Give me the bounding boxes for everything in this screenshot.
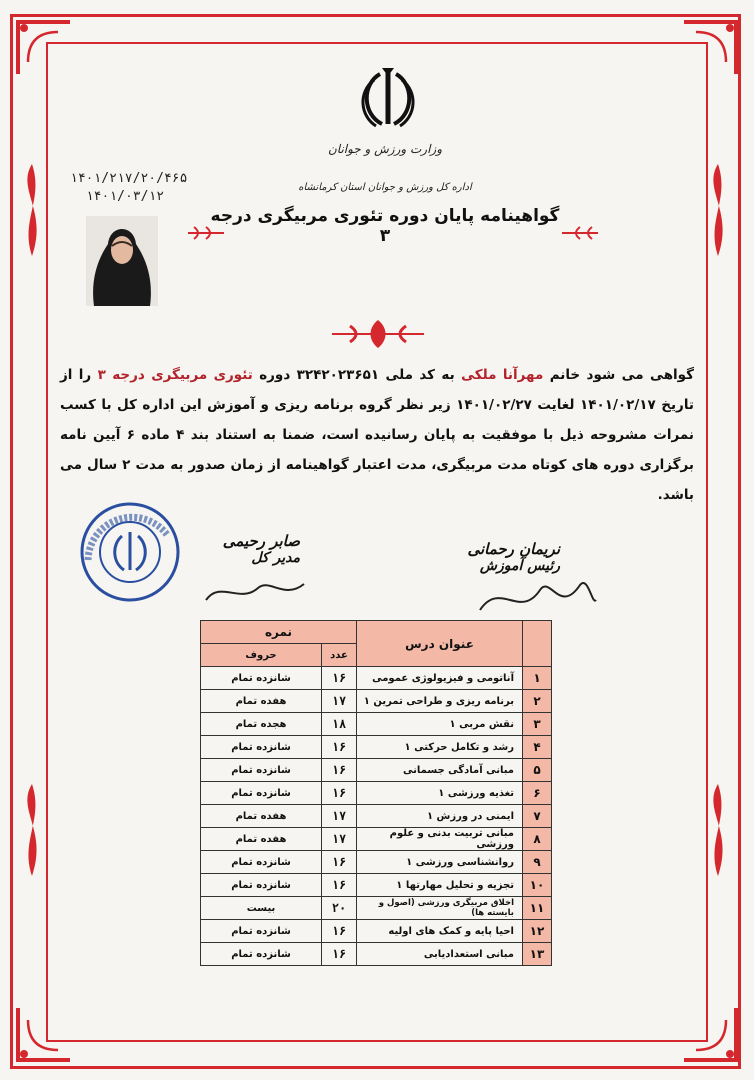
table-row: [201, 690, 552, 713]
row-number: ۱: [523, 667, 552, 690]
corner-ornament-top-right: [680, 18, 740, 78]
header-row-number: [523, 621, 552, 667]
header-course-title: عنوان درس: [357, 621, 523, 667]
grades-table: [200, 620, 552, 966]
office-name: اداره کل ورزش و جوانان استان کرمانشاه: [298, 182, 472, 193]
score-number: ۱۶: [322, 943, 357, 966]
course-name: تئوری مربیگری درجه ۳: [97, 367, 253, 383]
side-ornament-right-lower: [700, 780, 736, 880]
score-number: ۱۷: [322, 828, 357, 851]
signatory-left-name: صابر رحیمی: [222, 532, 300, 550]
table-row: [201, 759, 552, 782]
signature-scribble-right: [470, 560, 600, 620]
score-number: ۱۶: [322, 736, 357, 759]
certificate-body-text: [60, 360, 694, 510]
row-number: ۱۲: [523, 920, 552, 943]
score-letters: هفده تمام: [201, 805, 322, 828]
signatory-right-role: رئیس آموزش: [479, 558, 560, 574]
side-ornament-left-lower: [14, 780, 50, 880]
course-title: احیا پایه و کمک های اولیه: [357, 920, 523, 943]
score-number: ۱۸: [322, 713, 357, 736]
row-number: ۷: [523, 805, 552, 828]
course-title: مبانی استعدادیابی: [357, 943, 523, 966]
ministry-name: وزارت ورزش و جوانان: [327, 142, 443, 156]
holder-photo: [86, 216, 158, 306]
row-number: ۶: [523, 782, 552, 805]
holder-name: مهرآنا ملکی: [461, 367, 544, 383]
table-row: [201, 736, 552, 759]
signature-scribble-left: [200, 570, 310, 610]
signature-block-left: [190, 532, 300, 566]
table-row: [201, 667, 552, 690]
score-letters: شانزده تمام: [201, 736, 322, 759]
score-number: ۱۷: [322, 805, 357, 828]
course-title: آناتومی و فیزیولوژی عمومی: [357, 667, 523, 690]
score-number: ۱۶: [322, 782, 357, 805]
course-title: رشد و تکامل حرکتی ۱: [357, 736, 523, 759]
signatory-left-role: مدیر کل: [251, 550, 300, 566]
body-text-part2: به کد ملی ۳۲۴۲۰۲۳۶۵۱ دوره: [252, 367, 462, 383]
signatory-right-name: نریمان رحمانی: [467, 540, 560, 558]
document-number: ۱۴۰۱/۲۱۷/۲۰/۴۶۵: [70, 171, 188, 186]
table-row: [201, 943, 552, 966]
corner-ornament-bottom-left: [14, 1004, 74, 1064]
divider-ornament: [328, 318, 428, 350]
score-letters: هفده تمام: [201, 690, 322, 713]
course-title: برنامه ریزی و طراحی تمرین ۱: [357, 690, 523, 713]
score-number: ۱۶: [322, 851, 357, 874]
course-title: ایمنی در ورزش ۱: [357, 805, 523, 828]
score-letters: شانزده تمام: [201, 667, 322, 690]
row-number: ۱۱: [523, 897, 552, 920]
document-date: ۱۴۰۱/۰۳/۱۲: [85, 189, 165, 204]
score-letters: شانزده تمام: [201, 943, 322, 966]
title-flourish-right: [560, 224, 600, 242]
course-title: نقش مربی ۱: [357, 713, 523, 736]
table-row: [201, 897, 552, 920]
table-row: [201, 828, 552, 851]
side-ornament-left-upper: [14, 160, 50, 260]
course-title: تجزیه و تحلیل مهارتها ۱: [357, 874, 523, 897]
table-row: [201, 713, 552, 736]
table-row: [201, 782, 552, 805]
course-title: اخلاق مربیگری ورزشی (اصول و بایسته ها): [357, 897, 523, 920]
side-ornament-right-upper: [700, 160, 736, 260]
course-title: تغذیه ورزشی ۱: [357, 782, 523, 805]
score-number: ۲۰: [322, 897, 357, 920]
row-number: ۳: [523, 713, 552, 736]
score-letters: شانزده تمام: [201, 782, 322, 805]
table-row: [201, 874, 552, 897]
score-number: ۱۶: [322, 759, 357, 782]
row-number: ۱۰: [523, 874, 552, 897]
course-title: روانشناسی ورزشی ۱: [357, 851, 523, 874]
table-row: [201, 851, 552, 874]
body-text-part3: را از تاریخ ۱۴۰۱/۰۲/۱۷ لغایت ۱۴۰۱/۰۲/۲۷ زیر نظر گروه برنامه ریزی و آموزش این اداره کل با کسب نمرات مشروحه ذیل با موفقیت به پایان رسانیده است، ضمنا به استناد بند ۴ ماده ۶ آیین نامه برگزاری دوره های کوتاه مدت مربیگری، مدت اعتبار گواهینامه از زمان صدور به مدت ۲ سال می باشد.: [60, 367, 694, 503]
row-number: ۹: [523, 851, 552, 874]
score-number: ۱۶: [322, 920, 357, 943]
row-number: ۲: [523, 690, 552, 713]
certificate-title: گواهینامه پایان دوره تئوری مربیگری درجه ۳: [210, 206, 560, 246]
iran-emblem-icon: [356, 64, 420, 130]
row-number: ۸: [523, 828, 552, 851]
score-letters: شانزده تمام: [201, 759, 322, 782]
header-score-letters: حروف: [201, 644, 322, 667]
corner-ornament-bottom-right: [680, 1004, 740, 1064]
body-text-part1: گواهی می شود خانم: [543, 367, 694, 383]
grades-table-body: [201, 667, 552, 966]
course-title: مبانی تربیت بدنی و علوم ورزشی: [357, 828, 523, 851]
course-title: مبانی آمادگی جسمانی: [357, 759, 523, 782]
row-number: ۴: [523, 736, 552, 759]
row-number: ۵: [523, 759, 552, 782]
score-number: ۱۶: [322, 874, 357, 897]
row-number: ۱۳: [523, 943, 552, 966]
score-letters: شانزده تمام: [201, 874, 322, 897]
document-number-block: [70, 170, 188, 206]
score-letters: هفده تمام: [201, 828, 322, 851]
header-grade: نمره: [201, 621, 357, 644]
table-row: [201, 805, 552, 828]
score-letters: هجده تمام: [201, 713, 322, 736]
score-number: ۱۶: [322, 667, 357, 690]
corner-ornament-top-left: [14, 18, 74, 78]
score-letters: شانزده تمام: [201, 920, 322, 943]
score-number: ۱۷: [322, 690, 357, 713]
official-seal-stamp: [78, 500, 182, 604]
table-row: [201, 920, 552, 943]
header-score-number: عدد: [322, 644, 357, 667]
score-letters: بیست: [201, 897, 322, 920]
score-letters: شانزده تمام: [201, 851, 322, 874]
